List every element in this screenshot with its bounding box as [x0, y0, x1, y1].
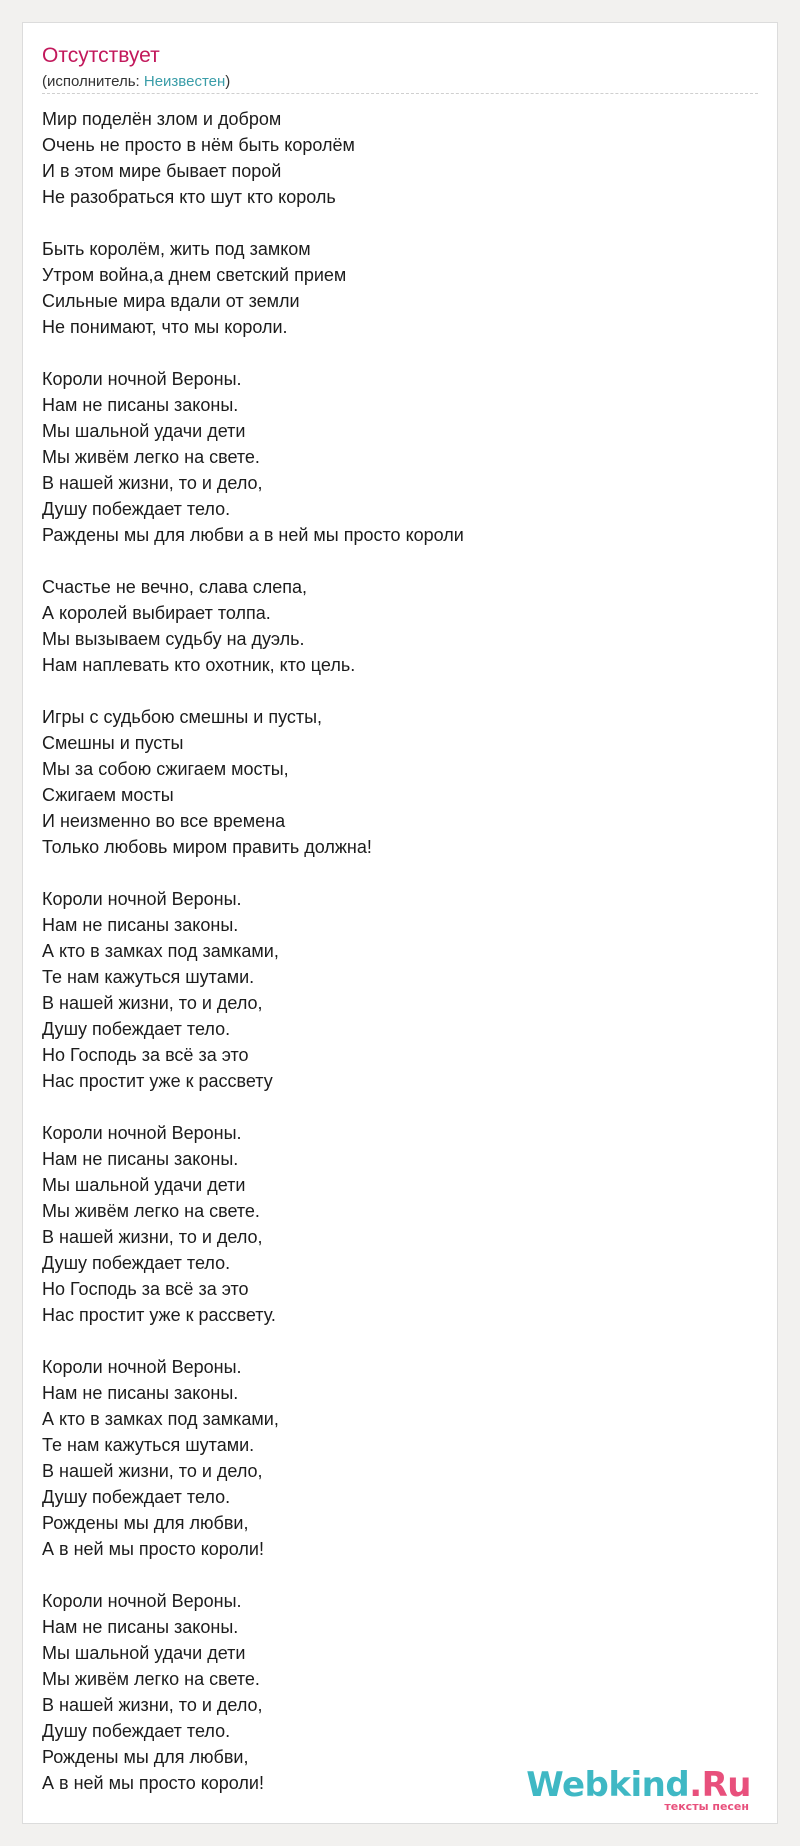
lyrics-line: В нашей жизни, то и дело, — [42, 993, 263, 1013]
artist-byline — [42, 73, 230, 91]
lyrics-line: Нам не писаны законы. — [42, 1383, 239, 1403]
lyrics-stanza — [42, 236, 742, 340]
artist-link[interactable]: Неизвестен — [143, 73, 226, 90]
lyrics-line: Игры с судьбою смешны и пусты, — [42, 707, 323, 727]
lyrics-line: А кто в замках под замками, — [42, 941, 279, 961]
lyrics-line: Душу побеждает тело. — [42, 1253, 231, 1273]
lyrics-line: А королей выбирает толпа. — [42, 603, 271, 623]
lyrics-line: Те нам кажуться шутами. — [42, 967, 255, 987]
lyrics-line: Не разобраться кто шут кто король — [42, 187, 336, 207]
lyrics-line: Нас простит уже к рассвету — [42, 1071, 273, 1091]
lyrics-line: Нас простит уже к рассвету. — [42, 1305, 276, 1325]
lyrics-text — [42, 106, 742, 1822]
lyrics-line: Но Господь за всё за это — [42, 1045, 249, 1065]
artist-prefix: (исполнитель: — [42, 73, 144, 90]
lyrics-line: Мы за собою сжигаем мосты, — [42, 759, 289, 779]
lyrics-line: Не понимают, что мы короли. — [42, 317, 288, 337]
lyrics-line: Очень не просто в нём быть королём — [42, 135, 355, 155]
lyrics-line: Короли ночной Вероны. — [42, 1357, 242, 1377]
lyrics-line: Рождены мы для любви, — [42, 1513, 249, 1533]
site-logo[interactable] — [526, 1767, 751, 1813]
lyrics-line: Рождены мы для любви, — [42, 1747, 249, 1767]
lyrics-line: Короли ночной Вероны. — [42, 1123, 242, 1143]
lyrics-line: Душу побеждает тело. — [42, 1721, 231, 1741]
artist-suffix: ) — [225, 73, 231, 90]
header-divider — [42, 93, 758, 94]
lyrics-line: Мы живём легко на свете. — [42, 447, 260, 467]
lyrics-line: Те нам кажуться шутами. — [42, 1435, 255, 1455]
lyrics-card — [22, 22, 778, 1824]
lyrics-line: Мы живём легко на свете. — [42, 1669, 260, 1689]
lyrics-stanza — [42, 886, 742, 1094]
lyrics-line: В нашей жизни, то и дело, — [42, 1227, 263, 1247]
lyrics-line: Нам наплевать кто охотник, кто цель. — [42, 655, 356, 675]
logo-tld: .Ru — [689, 1765, 751, 1805]
lyrics-line: Нам не писаны законы. — [42, 915, 239, 935]
lyrics-line: Но Господь за всё за это — [42, 1279, 249, 1299]
logo-tagline: тексты песен — [664, 1800, 749, 1813]
lyrics-stanza — [42, 1120, 742, 1328]
lyrics-line: Мы живём легко на свете. — [42, 1201, 260, 1221]
lyrics-line: Короли ночной Вероны. — [42, 369, 242, 389]
lyrics-line: И неизменно во все времена — [42, 811, 286, 831]
logo-main-text: Webkind — [526, 1765, 690, 1805]
lyrics-line: Короли ночной Вероны. — [42, 1591, 242, 1611]
lyrics-line: Мы вызываем судьбу на дуэль. — [42, 629, 305, 649]
lyrics-line: Быть королём, жить под замком — [42, 239, 311, 259]
lyrics-line: Мы шальной удачи дети — [42, 1643, 246, 1663]
lyrics-line: Мы шальной удачи дети — [42, 421, 246, 441]
lyrics-line: Нам не писаны законы. — [42, 1149, 239, 1169]
lyrics-line: В нашей жизни, то и дело, — [42, 1461, 263, 1481]
lyrics-line: Мир поделён злом и добром — [42, 109, 282, 129]
lyrics-line: Счастье не вечно, слава слепа, — [42, 577, 308, 597]
lyrics-line: В нашей жизни, то и дело, — [42, 1695, 263, 1715]
lyrics-line: Утром война,а днем светский прием — [42, 265, 347, 285]
lyrics-line: Смешны и пусты — [42, 733, 184, 753]
lyrics-line: Душу побеждает тело. — [42, 1019, 231, 1039]
logo-wordmark — [526, 1767, 751, 1803]
lyrics-stanza — [42, 1354, 742, 1562]
lyrics-line: И в этом мире бывает порой — [42, 161, 282, 181]
lyrics-line: Сжигаем мосты — [42, 785, 174, 805]
lyrics-stanza — [42, 366, 742, 548]
lyrics-line: Нам не писаны законы. — [42, 395, 239, 415]
lyrics-stanza — [42, 106, 742, 210]
lyrics-line: Душу побеждает тело. — [42, 499, 231, 519]
lyrics-line: А кто в замках под замками, — [42, 1409, 279, 1429]
lyrics-line: В нашей жизни, то и дело, — [42, 473, 263, 493]
lyrics-line: Сильные мира вдали от земли — [42, 291, 300, 311]
lyrics-line: А в ней мы просто короли! — [42, 1773, 264, 1793]
lyrics-line: Нам не писаны законы. — [42, 1617, 239, 1637]
lyrics-stanza — [42, 574, 742, 678]
lyrics-stanza — [42, 704, 742, 860]
lyrics-line: Душу побеждает тело. — [42, 1487, 231, 1507]
lyrics-line: Мы шальной удачи дети — [42, 1175, 246, 1195]
song-title: Отсутствует — [42, 44, 160, 67]
lyrics-line: Короли ночной Вероны. — [42, 889, 242, 909]
lyrics-line: Только любовь миром править должна! — [42, 837, 372, 857]
lyrics-line: А в ней мы просто короли! — [42, 1539, 264, 1559]
lyrics-line: Раждены мы для любви а в ней мы просто короли — [42, 525, 464, 545]
